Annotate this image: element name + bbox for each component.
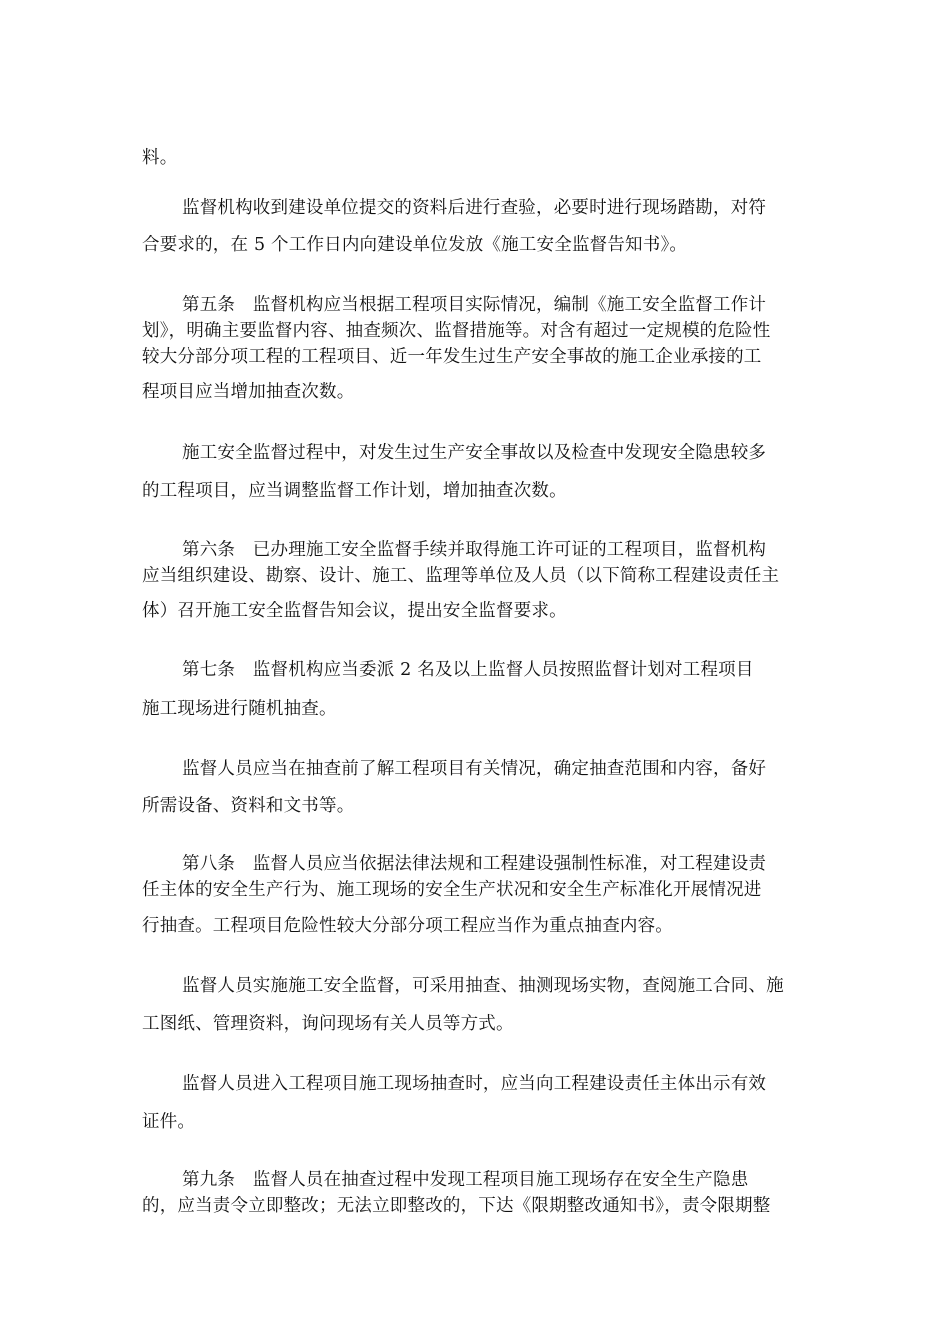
text-line: 监督机构收到建设单位提交的资料后进行查验，必要时进行现场踏勘，对符 [182,198,767,218]
text-line: 施工安全监督过程中，对发生过生产安全事故以及检查中发现安全隐患较多 [182,443,767,463]
text-line: 合要求的，在 5 个工作日内向建设单位发放《施工安全监督告知书》。 [142,235,688,255]
text-line: 体）召开施工安全监督告知会议，提出安全监督要求。 [142,601,567,621]
text-line: 行抽查。工程项目危险性较大分部分项工程应当作为重点抽查内容。 [142,916,673,936]
text-line: 的，应当责令立即整改；无法立即整改的，下达《限期整改通知书》，责令限期整 [142,1196,771,1216]
text-line: 第九条 监督人员在抽查过程中发现工程项目施工现场存在安全生产隐患 [182,1170,749,1190]
text-line: 监督人员进入工程项目施工现场抽查时，应当向工程建设责任主体出示有效 [182,1074,767,1094]
text-line: 第七条 监督机构应当委派 2 名及以上监督人员按照监督计划对工程项目 [182,660,754,680]
text-line: 工图纸、管理资料，询问现场有关人员等方式。 [142,1014,514,1034]
text-line: 第六条 已办理施工安全监督手续并取得施工许可证的工程项目，监督机构 [182,540,767,560]
text-line: 监督人员应当在抽查前了解工程项目有关情况，确定抽查范围和内容，备好 [182,759,767,779]
text-line: 划》，明确主要监督内容、抽查频次、监督措施等。对含有超过一定规模的危险性 [142,321,771,341]
text-line: 所需设备、资料和文书等。 [142,796,355,816]
text-line: 程项目应当增加抽查次数。 [142,382,355,402]
text-line: 施工现场进行随机抽查。 [142,699,337,719]
text-line: 的工程项目，应当调整监督工作计划，增加抽查次数。 [142,481,567,501]
text-line: 监督人员实施施工安全监督，可采用抽查、抽测现场实物，查阅施工合同、施 [182,976,784,996]
text-line: 第五条 监督机构应当根据工程项目实际情况，编制《施工安全监督工作计 [182,295,767,315]
text-line: 应当组织建设、勘察、设计、施工、监理等单位及人员（以下简称工程建设责任主 [142,566,780,586]
text-line: 第八条 监督人员应当依据法律法规和工程建设强制性标准，对工程建设责 [182,854,767,874]
text-line: 较大分部分项工程的工程项目、近一年发生过生产安全事故的施工企业承接的工 [142,347,762,367]
text-line: 证件。 [142,1112,196,1132]
text-line: 任主体的安全生产行为、施工现场的安全生产状况和安全生产标准化开展情况进 [142,880,762,900]
text-line: 料。 [142,148,178,168]
